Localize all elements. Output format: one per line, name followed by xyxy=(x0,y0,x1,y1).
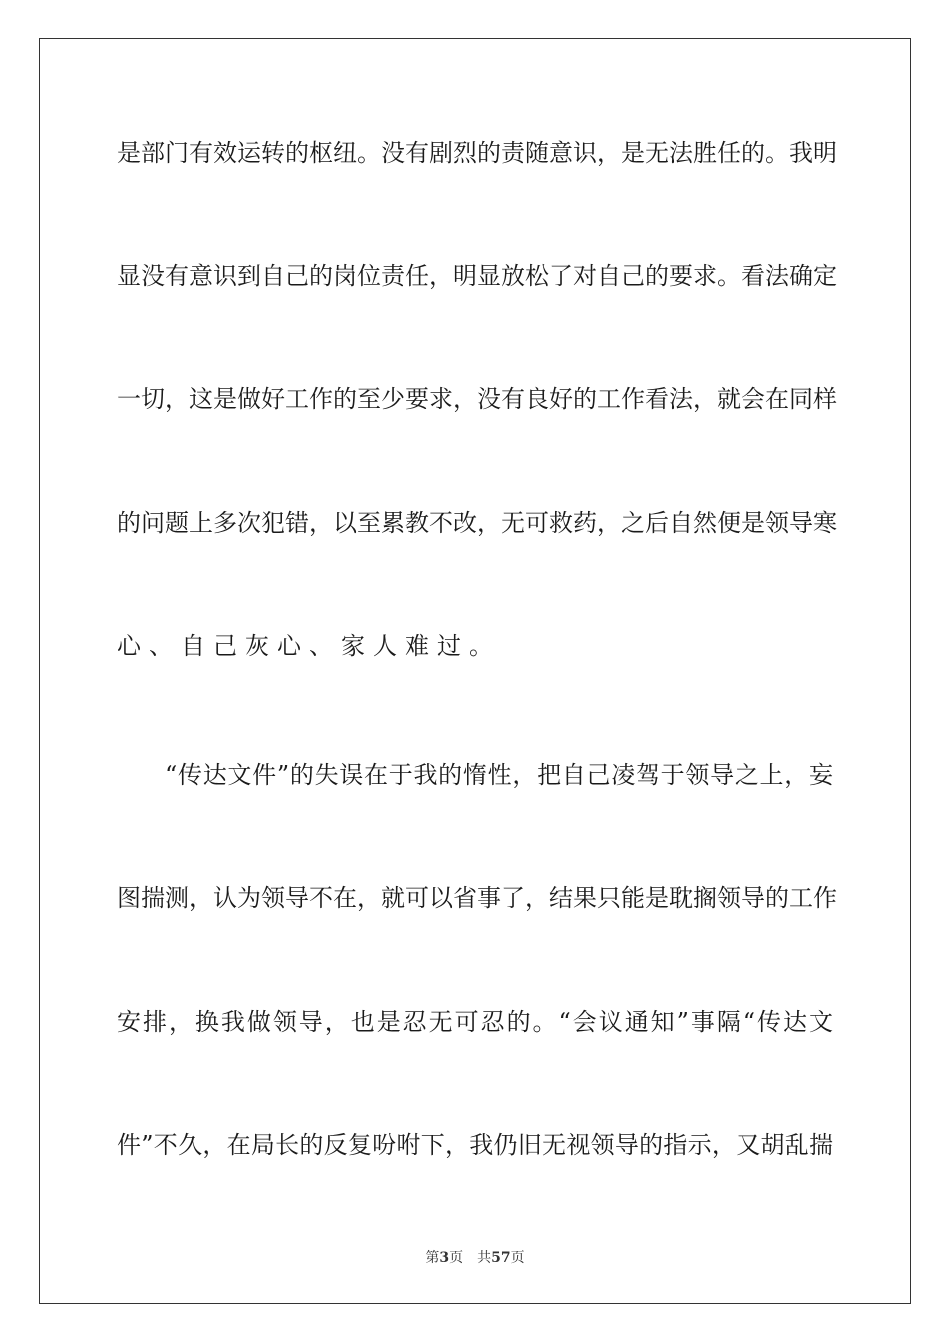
body-text-line: 安排，换我做领导，也是忍无可忍的。“会议通知”事隔“传达文 xyxy=(117,1008,833,1036)
page-suffix: 页 xyxy=(449,1250,464,1266)
page-number: 3 xyxy=(439,1250,450,1266)
body-text-line: 心、自己灰心、家人难过。 xyxy=(117,632,501,660)
total-pages: 57 xyxy=(491,1250,511,1266)
body-text-line: 图揣测，认为领导不在，就可以省事了，结果只能是耽搁领导的工作 xyxy=(117,884,837,912)
page-border xyxy=(39,38,911,1304)
total-prefix: 共 xyxy=(477,1250,492,1266)
body-text-line: 是部门有效运转的枢纽。没有剧烈的责随意识，是无法胜任的。我明 xyxy=(117,139,837,167)
page-footer xyxy=(0,1248,950,1268)
body-text-line: 的问题上多次犯错，以至累教不改，无可救药，之后自然便是领导寒 xyxy=(117,509,837,537)
total-suffix: 页 xyxy=(510,1250,525,1266)
body-text-line: 显没有意识到自己的岗位责任，明显放松了对自己的要求。看法确定 xyxy=(117,262,837,290)
body-text-line: 一切，这是做好工作的至少要求，没有良好的工作看法，就会在同样 xyxy=(117,385,837,413)
body-text-line: “传达文件”的失误在于我的惰性，把自己凌驾于领导之上，妄 xyxy=(165,761,833,789)
body-text-line: 件”不久，在局长的反复吩咐下，我仍旧无视领导的指示，又胡乱揣 xyxy=(117,1131,833,1159)
page-prefix: 第 xyxy=(425,1250,440,1266)
